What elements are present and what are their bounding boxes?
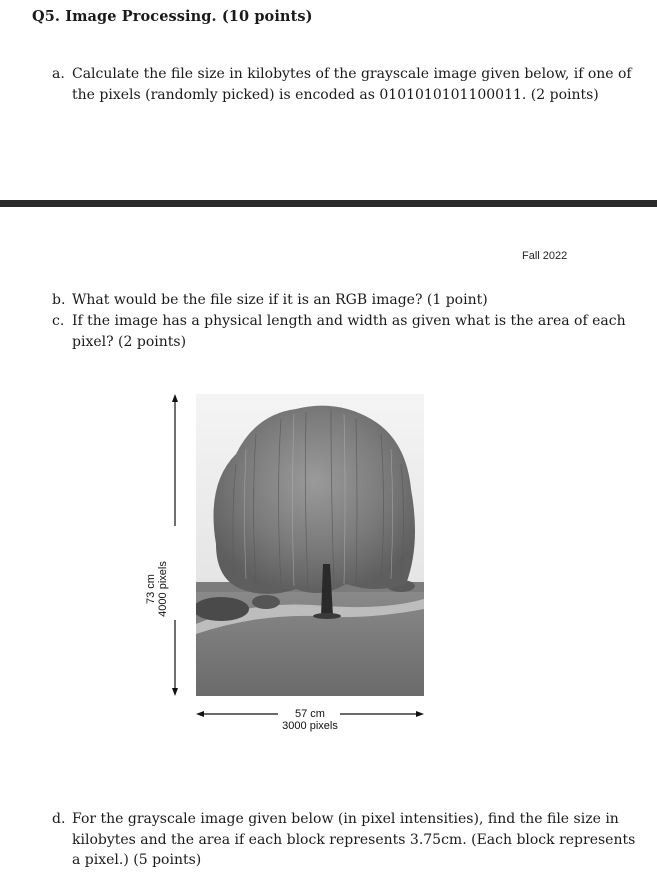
part-d-line-2: kilobytes and the area if each block represents 3.75cm. (Each block represents [72,831,636,848]
part-c-line-1: If the image has a physical length and width as given what is the area of each [72,313,626,329]
part-c [52,311,626,352]
part-c-line-2: pixel? (2 points) [72,333,187,350]
width-pixels-label: 3000 pixels [282,720,338,732]
part-a-line-1: Calculate the file size in kilobytes of the grayscale image given below, if one of [72,66,632,82]
tree-figure [145,384,450,744]
part-b-line-1: What would be the file size if it is an RGB image? (1 point) [72,292,488,308]
part-b [52,290,488,311]
width-label [270,708,350,732]
willow-tree-photo [196,394,424,696]
semester-note: Fall 2022 [522,250,568,262]
section-divider [0,200,657,207]
part-d-label: d. [52,811,66,827]
question-title: Q5. Image Processing. (10 points) [32,8,313,25]
part-b-label: b. [52,292,66,308]
part-a-line-2: the pixels (randomly picked) is encoded as 0101010101100011. (2 points) [72,86,599,103]
part-a-label: a. [52,66,65,82]
part-d [52,809,636,871]
height-label [145,544,169,634]
height-cm-label: 73 cm [145,574,157,604]
part-d-line-1: For the grayscale image given below (in pixel intensities), find the file size in [72,811,619,827]
part-c-label: c. [52,313,65,329]
width-cm-label: 57 cm [295,708,325,720]
height-pixels-label: 4000 pixels [157,561,169,617]
part-d-line-3: a pixel.) (5 points) [72,852,202,868]
part-a [52,64,632,105]
